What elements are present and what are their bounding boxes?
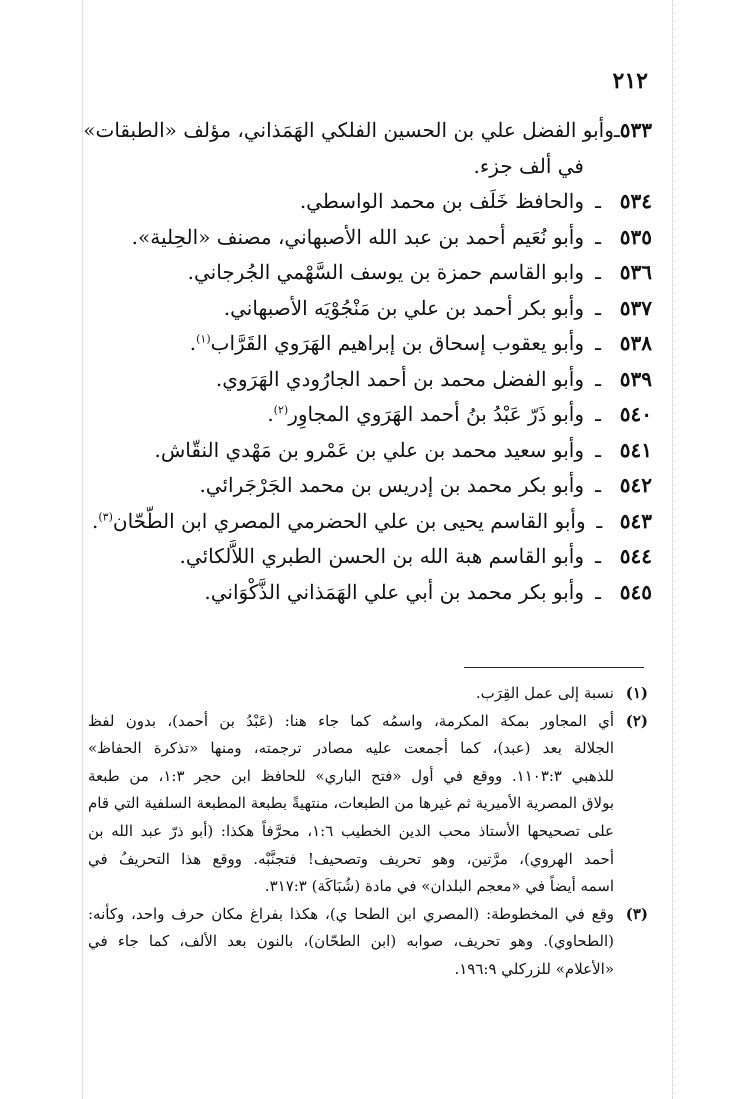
entry-row — [92, 225, 652, 261]
footnote-body — [88, 680, 614, 708]
footnote-marker[interactable]: (٣) — [98, 509, 113, 523]
footnote-number: (١) — [625, 684, 648, 702]
entry-row — [92, 260, 652, 296]
entry-text — [267, 402, 584, 426]
entry-dash: ـ — [595, 402, 601, 426]
footnote-marker[interactable]: (١) — [196, 332, 211, 346]
entry-dash: ـ — [595, 224, 601, 249]
footnote-number: (٣) — [625, 904, 648, 923]
right-margin-guide — [672, 0, 673, 1099]
footnote-marker[interactable]: (٢) — [273, 403, 289, 417]
entry-text: وأبو بكر محمد بن إدريس بن محمد الجَرْجَرائي. — [199, 473, 584, 497]
entry-dash: ـ — [595, 331, 601, 355]
entry-dash: ـ — [595, 189, 601, 213]
footnote-line: اسمه أيضاً في «معجم البلدان» في مادة (شُبَاكَة) ٣١٧:٣. — [264, 877, 614, 896]
footnote-separator — [464, 667, 644, 668]
entry-list — [83, 118, 652, 615]
footnote-line: للذهبي ١١٠٣:٣. ووقع في أول «فتح الباري» للحافظ ابن حجر ١:٣، من طبعة — [88, 766, 615, 785]
footnote-number: (٢) — [625, 711, 648, 730]
footnote-line: أي المجاور بمكة المكرمة، واسمُه كما جاء هنا: (عَبْدُ بن أحمد)، بدون لفظ — [88, 711, 614, 730]
entry-number: ٥٤٢ — [619, 473, 652, 497]
entry-number: ٥٣٨ — [619, 331, 652, 355]
entry-number: ٥٣٩ — [619, 366, 652, 391]
entry-text: وأبو بكر أحمد بن علي بن مَنْجُوْيَه الأصبهاني. — [223, 295, 584, 320]
entry-dash: ـ — [595, 579, 601, 604]
entry-text-end: . — [92, 508, 99, 533]
entry-dash: ـ — [613, 118, 620, 142]
entry-dash: ـ — [595, 260, 601, 284]
footnote — [88, 901, 648, 984]
entry-dash: ـ — [595, 366, 601, 391]
entry-text-body: وأبو ذَرّ عَبْدُ بنُ أحمد الهَرَوي المجاوِر — [288, 402, 584, 426]
entry-number: ٥٣٥ — [619, 224, 652, 249]
entry-row — [92, 580, 652, 616]
entry-text: وأبو الفضل علي بن الحسين الفلكي الهَمَذاني، مؤلف «الطبقات» — [83, 118, 614, 142]
entry-row — [92, 544, 652, 580]
entry-row — [92, 189, 652, 225]
entry-text-body: وأبو القاسم يحيى بن علي الحضرمي المصري ابن الطّحّان — [112, 508, 586, 533]
entry-dash: ـ — [596, 508, 603, 533]
entry-text-body: وأبو يعقوب إسحاق بن إبراهيم الهَرَوي القَرَّاب — [210, 331, 584, 355]
entry-number: ٥٤١ — [619, 437, 652, 462]
entry-row — [92, 473, 652, 509]
footnote-body — [88, 708, 614, 901]
footnote-line: (الطحاوي). وهو تحريف، صوابه (ابن الطحّان)، بالنون بعد الألف، كما جاء في — [88, 932, 614, 951]
entry-text: وأبو الفضل محمد بن أحمد الجارُودي الهَرَوي. — [215, 366, 584, 391]
footnote-line: الجلالة بعد (عبد)، كما أجمعت عليه مصادر ترجمته، ومنها «تذكرة الحفاظ» — [88, 739, 614, 758]
entry-text: وابو القاسم حمزة بن يوسف السَّهْمي الجُرجاني. — [187, 260, 584, 284]
entry-number: ٥٣٤ — [619, 189, 652, 213]
entry-text-end: . — [189, 331, 197, 355]
footnote — [88, 708, 648, 901]
entry-number: ٥٤٥ — [619, 579, 652, 604]
footnote-body — [88, 901, 614, 984]
entry-number: ٥٤٣ — [619, 508, 652, 533]
entry-row — [92, 331, 652, 367]
left-margin-guide — [82, 0, 83, 1099]
footnote-line: أحمد الهروي)، مرَّتين، وهو تحريف وتصحيف! فتجنَّبْه. ووقع هذا التحريفُ في — [88, 849, 614, 868]
entry-text: وأبو نُعَيم أحمد بن عبد الله الأصبهاني، مصنف «الحِلية». — [131, 224, 584, 249]
entry-text — [92, 509, 586, 533]
entry-text: والحافظ خَلَف بن محمد الواسطي. — [299, 189, 584, 213]
page-number: ٢١٢ — [612, 68, 648, 94]
entry-number: ٥٣٣ — [619, 118, 652, 142]
entry-text-end: . — [267, 402, 274, 426]
footnote-line: على تصحيحها الأستاذ محب الدين الخطيب ١:٦، محرَّفاً هكذا: (أبو ذرّ عبد الله بن — [88, 821, 614, 840]
entry-dash: ـ — [595, 473, 601, 497]
entry-text: وأبو القاسم هبة الله بن الحسن الطبري اللاَّلكائي. — [179, 544, 584, 568]
footnote — [88, 680, 648, 708]
entry-dash: ـ — [595, 544, 601, 568]
entry-number: ٥٣٧ — [619, 295, 652, 320]
entry-continuation — [92, 154, 652, 190]
entry-dash: ـ — [595, 295, 601, 320]
entry-number: ٥٣٦ — [619, 260, 652, 284]
entry-text: وأبو بكر محمد بن أبي علي الهَمَذاني الذَّكْوَاني. — [204, 579, 584, 604]
entry-number: ٥٤٤ — [619, 544, 652, 568]
entry-number: ٥٤٠ — [619, 402, 652, 426]
footnote-line: وقع في المخطوطة: (المصري ابن الطحا ي)، هكذا بفراغ مكان حرف واحد، وكأنه: — [88, 904, 614, 923]
footnote-line: بولاق المصرية الأميرية ثم غيرها من الطبعات، منتهيةً بطبعة المطبعة السلفية التي قام — [88, 794, 614, 813]
entry-row — [92, 296, 652, 332]
entry-text: وأبو سعيد محمد بن علي بن عَمْرو بن مَهْدي النقّاش. — [154, 437, 584, 462]
footnote-list — [88, 680, 648, 984]
entry-row — [83, 118, 652, 154]
footnote-line: نسبة إلى عمل القِرَب. — [475, 684, 614, 702]
entry-row — [92, 367, 652, 403]
entry-dash: ـ — [595, 437, 601, 462]
entry-text — [190, 331, 584, 355]
entry-text-continued: في ألف جزء. — [473, 153, 584, 178]
entry-row — [92, 509, 652, 545]
footnote-line: «الأعلام» للزركلي ١٩٦:٩. — [454, 959, 614, 978]
entry-row — [92, 402, 652, 438]
entry-row — [92, 438, 652, 474]
